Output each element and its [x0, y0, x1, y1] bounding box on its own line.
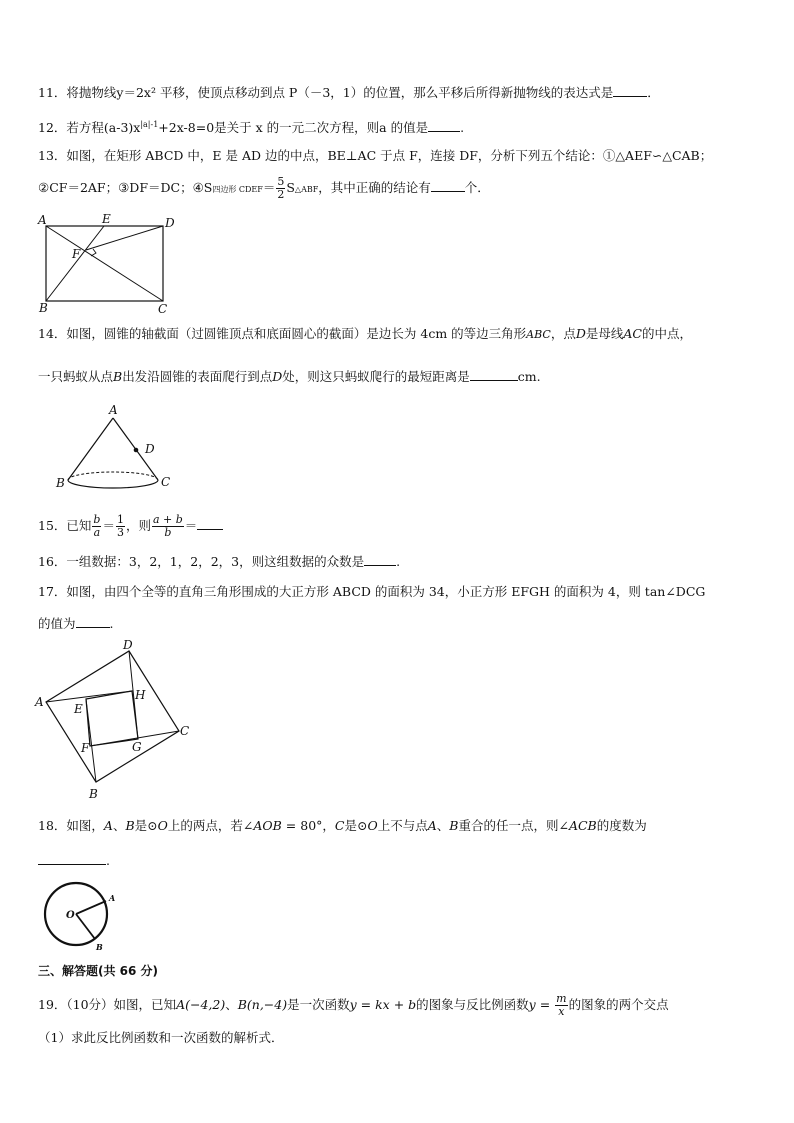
- label-G: G: [132, 740, 142, 754]
- q13-fraction: $\frac{5}{2}$: [277, 175, 285, 201]
- diagonal-ac: [46, 226, 163, 301]
- question-14-line1: 14．如图，圆锥的轴截面（过圆锥顶点和底面圆心的截面）是边长为 4cm 的等边三角形ABC，点D是母线AC的中点，: [38, 326, 692, 341]
- q16-answer-blank: [364, 553, 396, 566]
- label-D: D: [123, 638, 133, 652]
- label-E: E: [102, 212, 111, 226]
- q17-answer-blank: [76, 615, 110, 628]
- question-18-line1: 18．如图，A、B是⊙O上的两点，若∠AOB = 80°，C是⊙O上不与点A、B重合的任一点，则∠ACB的度数为: [38, 818, 647, 833]
- question-17-line1: 17．如图，由四个全等的直角三角形围成的大正方形 ABCD 的面积为 34，小正方形 EFGH 的面积为 4，则 tan∠DCG: [38, 584, 706, 599]
- label-B: B: [56, 476, 65, 490]
- q14-answer-blank: [470, 368, 518, 381]
- q15-fraction-b-over-a: $\frac{b}{a}$: [93, 513, 101, 539]
- q11-number: 11．: [38, 85, 67, 100]
- q13-answer-blank: [431, 179, 465, 192]
- label-C: C: [161, 475, 171, 489]
- q13-rectangle-figure: [36, 212, 186, 314]
- label-F: F: [72, 247, 81, 261]
- q15-fraction-one-third: $\frac{1}{3}$: [116, 513, 124, 539]
- segment-ah: [46, 691, 132, 702]
- generatrix-ab: [68, 418, 113, 480]
- q15-answer-blank: [197, 517, 223, 530]
- label-A: A: [109, 893, 116, 903]
- label-A: A: [35, 695, 44, 709]
- question-12: 12．若方程$(a-3)x^{|a|-1}+2x-8=0$是关于 x 的一元二次方程，则a 的值是 .: [38, 120, 465, 135]
- segment-be: [46, 226, 104, 301]
- q18-circle-figure: [40, 880, 124, 954]
- label-B: B: [89, 787, 98, 801]
- q18-answer-blank: [38, 852, 106, 865]
- label-C: C: [158, 302, 168, 316]
- square-efgh: [86, 691, 138, 746]
- section-heading: 三、解答题(共 66 分): [38, 964, 159, 978]
- label-D: D: [165, 216, 175, 230]
- q15-fraction-a-plus-b: $\frac{a + b}{b}$: [152, 513, 183, 539]
- label-E: E: [74, 702, 83, 716]
- q11-text: 将抛物线y＝2x² 平移，使顶点移动到点 P（－3，1）的位置，那么平移后所得新抛物线的表达式是: [66, 85, 614, 100]
- question-18-line2: .: [38, 852, 110, 869]
- q12-answer-blank: [428, 119, 460, 132]
- base-front: [68, 480, 158, 488]
- label-D: D: [145, 442, 155, 456]
- label-O: O: [66, 910, 75, 921]
- radius-oa: [76, 901, 106, 914]
- question-13-line2: ②CF＝2AF；③DF＝DC；④S四边形 CDEF＝ $\frac{5}{2}$ S△ABF，其中正确的结论有 个．: [38, 175, 490, 201]
- segment-df: [86, 226, 163, 250]
- q12-number: 12．: [38, 120, 67, 135]
- label-B: B: [39, 301, 48, 315]
- label-H: H: [135, 688, 146, 702]
- label-A: A: [38, 213, 47, 227]
- label-C: C: [180, 724, 190, 738]
- q19-fraction-m-over-x: $\frac{m}{x}$: [556, 992, 567, 1018]
- base-back: [68, 472, 158, 480]
- label-F: F: [81, 741, 90, 755]
- point-d: [134, 448, 139, 453]
- label-A: A: [109, 403, 118, 417]
- question-14-line2: 一只蚂蚁从点B出发沿圆锥的表面爬行到点D处，则这只蚂蚁爬行的最短距离是 cm.: [38, 369, 541, 384]
- question-15: 15．已知 $\frac{b}{a}$ ＝ $\frac{1}{3}$ ，则 $\frac{a + b}{b}$ ＝: [38, 514, 223, 539]
- q17-square-figure: [34, 638, 196, 804]
- question-16: 16．一组数据：3，2，1，2，2，3，则这组数据的众数是 .: [38, 554, 401, 569]
- question-19-part-1: （1）求此反比例函数和一次函数的解析式．: [38, 1030, 284, 1045]
- question-11: 11．将抛物线y＝2x² 平移，使顶点移动到点 P（－3，1）的位置，那么平移后所得新抛物线的表达式是 ．: [38, 85, 660, 100]
- q14-cone-figure: [54, 402, 174, 494]
- radius-ob: [76, 914, 95, 939]
- question-13-line1: 13．如图，在矩形 ABCD 中，E 是 AD 边的中点，BE⊥AC 于点 F，连接 DF，分析下列五个结论：①△AEF∽△CAB；: [38, 148, 713, 163]
- question-17-line2: 的值为 .: [38, 616, 114, 631]
- label-B: B: [96, 942, 103, 952]
- question-19: 19．（10分）如图，已知A(−4,2)、B(n,−4)是一次函数y = kx + b的图象与反比例函数y = $\frac{m}{x}$ 的图象的两个交点: [38, 992, 669, 1018]
- q11-answer-blank: [613, 84, 647, 97]
- q12-exponent: |a|-1: [140, 120, 159, 129]
- square-abcd: [46, 651, 179, 782]
